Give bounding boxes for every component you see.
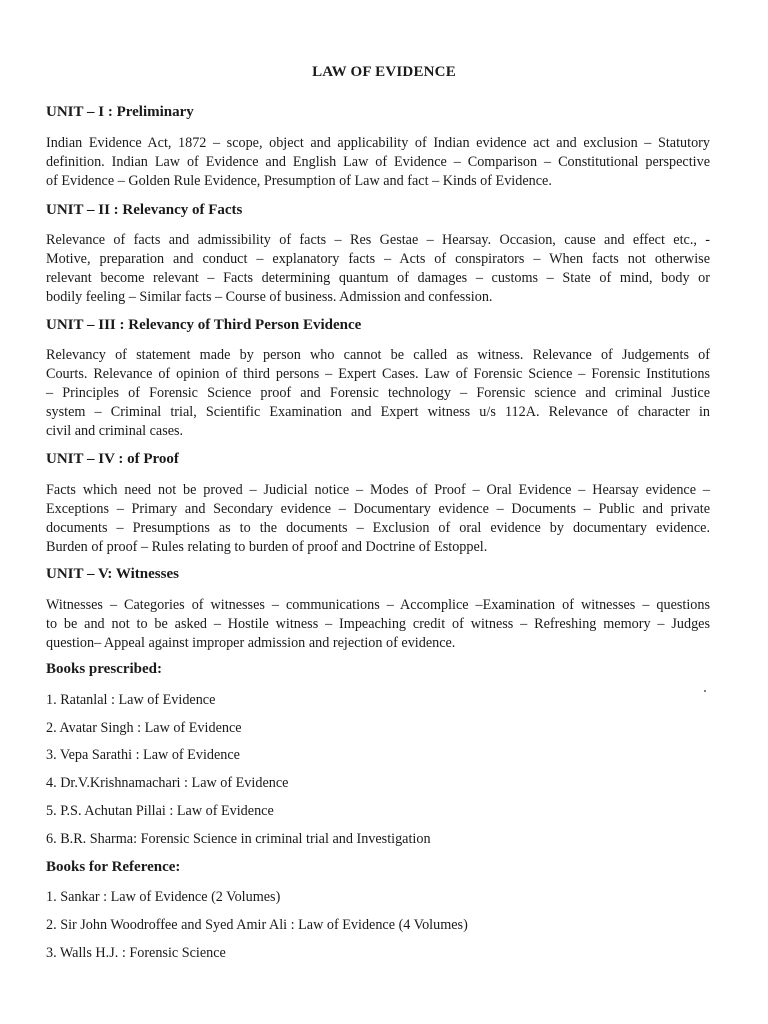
text-line: – Principles of Forensic Science proof and Forensic technology – Forensic science and criminal Justice <box>46 385 710 401</box>
list-item: 6. B.R. Sharma: Forensic Science in criminal trial and Investigation <box>46 831 431 847</box>
text-line: Motive, preparation and conduct – explanatory facts – Acts of conspirators – When facts not otherwise <box>46 251 710 267</box>
unit-1-text <box>46 134 710 191</box>
unit-2-heading: UNIT – II : Relevancy of Facts <box>46 202 243 218</box>
text-line: to be and not to be asked – Hostile witness – Impeaching credit of witness – Refreshing memory – Judges <box>46 616 710 632</box>
speck-mark <box>704 690 706 692</box>
text-line: Courts. Relevance of opinion of third persons – Expert Cases. Law of Forensic Science – Forensic Institutions <box>46 366 710 382</box>
list-item: 3. Vepa Sarathi : Law of Evidence <box>46 747 240 763</box>
page-title: LAW OF EVIDENCE <box>312 64 456 80</box>
list-item: 3. Walls H.J. : Forensic Science <box>46 945 226 961</box>
list-item: 4. Dr.V.Krishnamachari : Law of Evidence <box>46 775 289 791</box>
text-line: bodily feeling – Similar facts – Course of business. Admission and confession. <box>46 289 493 305</box>
list-item: 1. Sankar : Law of Evidence (2 Volumes) <box>46 889 281 905</box>
text-line: of Evidence – Golden Rule Evidence, Presumption of Law and fact – Kinds of Evidence. <box>46 173 552 189</box>
unit-5-text <box>46 596 710 653</box>
text-line: Indian Evidence Act, 1872 – scope, object and applicability of Indian evidence act and exclusion – Statutory <box>46 135 710 151</box>
text-line: Exceptions – Primary and Secondary evidence – Documentary evidence – Documents – Public and private <box>46 501 710 517</box>
unit-3-text <box>46 346 710 441</box>
unit-5-heading: UNIT – V: Witnesses <box>46 566 179 582</box>
unit-3-heading: UNIT – III : Relevancy of Third Person Evidence <box>46 317 362 333</box>
text-line: system – Criminal trial, Scientific Examination and Expert witness u/s 112A. Relevance of character in <box>46 404 710 420</box>
text-line: relevant become relevant – Facts determining quantum of damages – customs – State of mind, body or <box>46 270 710 286</box>
books-prescribed-heading: Books prescribed: <box>46 661 162 677</box>
unit-4-heading: UNIT – IV : of Proof <box>46 451 179 467</box>
list-item: 1. Ratanlal : Law of Evidence <box>46 692 216 708</box>
text-line: definition. Indian Law of Evidence and English Law of Evidence – Comparison – Constitutional perspective <box>46 154 710 170</box>
text-line: documents – Presumptions as to the documents – Exclusion of oral evidence by documentary evidence. <box>46 520 710 536</box>
text-line: Burden of proof – Rules relating to burden of proof and Doctrine of Estoppel. <box>46 539 488 555</box>
text-line: Witnesses – Categories of witnesses – communications – Accomplice –Examination of witnesses – questions <box>46 597 710 613</box>
list-item: 2. Sir John Woodroffee and Syed Amir Ali : Law of Evidence (4 Volumes) <box>46 917 468 933</box>
list-item: 2. Avatar Singh : Law of Evidence <box>46 720 242 736</box>
text-line: question– Appeal against improper admission and rejection of evidence. <box>46 635 456 651</box>
text-line: Relevance of facts and admissibility of facts – Res Gestae – Hearsay. Occasion, cause and effect etc., - <box>46 232 710 248</box>
unit-1-heading: UNIT – I : Preliminary <box>46 104 194 120</box>
text-line: civil and criminal cases. <box>46 423 184 439</box>
list-item: 5. P.S. Achutan Pillai : Law of Evidence <box>46 803 274 819</box>
unit-2-text <box>46 231 710 307</box>
text-line: Facts which need not be proved – Judicial notice – Modes of Proof – Oral Evidence – Hearsay evidence – <box>46 482 710 498</box>
unit-4-text <box>46 481 710 557</box>
text-line: Relevancy of statement made by person who cannot be called as witness. Relevance of Judgements of <box>46 347 710 363</box>
books-reference-heading: Books for Reference: <box>46 859 181 875</box>
